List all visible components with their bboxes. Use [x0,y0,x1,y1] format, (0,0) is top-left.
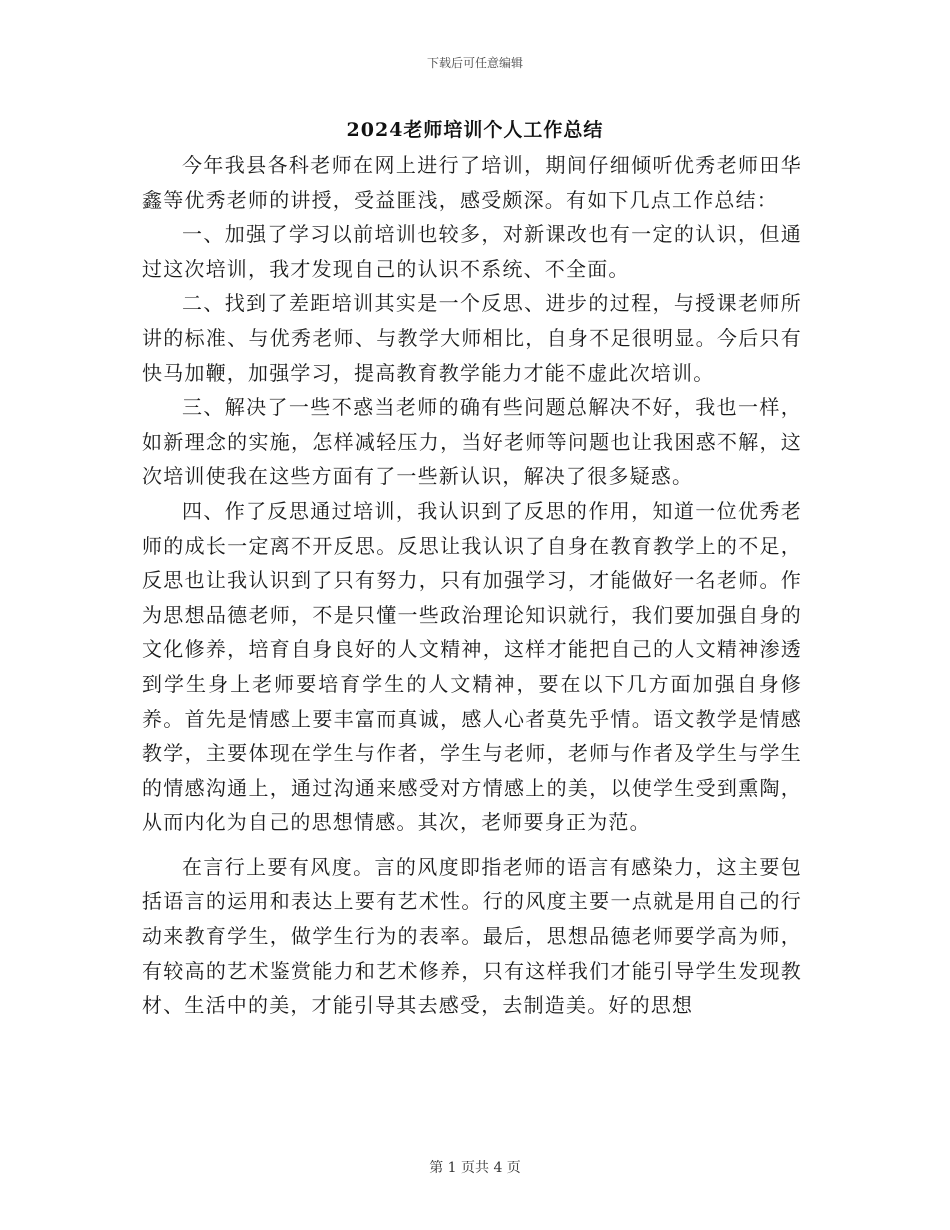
page-header-note: 下载后可任意编辑 [426,56,523,70]
paragraph-point-2: 二、找到了差距培训其实是一个反思、进步的过程，与授课老师所讲的标准、与优秀老师、与教学大师相比，自身不足很明显。今后只有快马加鞭，加强学习，提高教育教学能力才能不虚此次培训。 [142,291,802,385]
document-title: 2024老师培训个人工作总结 [346,119,604,141]
paragraph-point-3: 三、解决了一些不惑当老师的确有些问题总解决不好，我也一样，如新理念的实施，怎样减轻压力，当好老师等问题也让我困惑不解，这次培训使我在这些方面有了一些新认识，解决了很多疑惑。 [142,395,802,489]
document-body [142,148,802,1023]
paragraph-conduct: 在言行上要有风度。言的风度即指老师的语言有感染力，这主要包括语言的运用和表达上要有艺术性。行的风度主要一点就是用自己的行动来教育学生，做学生行为的表率。最后，思想品德老师要学高为师，有较高的艺术鉴赏能力和艺术修养，只有这样我们才能引导学生发现教材、生活中的美，才能引导其去感受，去制造美。好的思想 [142,854,802,1018]
paragraph-intro: 今年我县各科老师在网上进行了培训，期间仔细倾听优秀老师田华鑫等优秀老师的讲授，受益匪浅，感受颇深。有如下几点工作总结： [142,153,802,212]
page-number: 第 1 页共 4 页 [429,1160,521,1176]
paragraph-point-1: 一、加强了学习以前培训也较多，对新课改也有一定的认识，但通过这次培训，我才发现自己的认识不系统、不全面。 [142,222,802,281]
paragraph-point-4: 四、作了反思通过培训，我认识到了反思的作用，知道一位优秀老师的成长一定离不开反思。反思让我认识了自身在教育教学上的不足，反思也让我认识到了只有努力，只有加强学习，才能做好一名老师。作为思想品德老师，不是只懂一些政治理论知识就行，我们要加强自身的文化修养，培育自身良好的人文精神，这样才能把自己的人文精神渗透到学生身上老师要培育学生的人文精神，要在以下几方面加强自身修养。首先是情感上要丰富而真诚，感人心者莫先乎情。语文教学是情感教学，主要体现在学生与作者，学生与老师，老师与作者及学生与学生的情感沟通上，通过沟通来感受对方情感上的美，以使学生受到熏陶，从而内化为自己的思想情感。其次，老师要身正为范。 [142,498,802,835]
